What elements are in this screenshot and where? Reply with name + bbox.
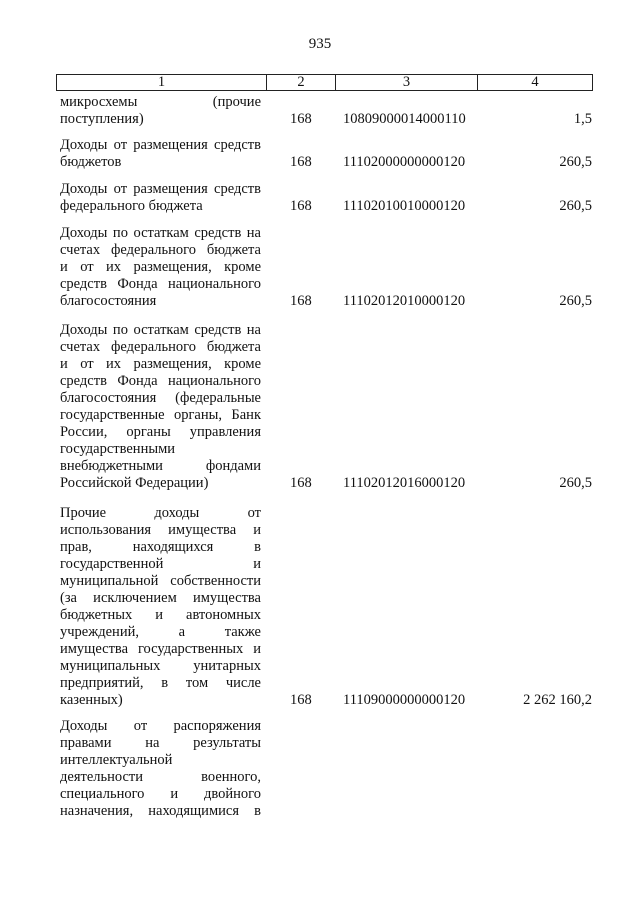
description-line: и от их размещения, кроме bbox=[60, 356, 261, 372]
description-line: интеллектуальной bbox=[60, 752, 173, 768]
description-line: средств Фонда национального bbox=[60, 373, 261, 389]
description-line: Доходы от размещения средств bbox=[60, 137, 261, 153]
description-line: специального и двойного bbox=[60, 786, 261, 802]
table-header bbox=[56, 74, 593, 91]
row-amount: 260,5 bbox=[559, 475, 592, 491]
header-col-4: 4 bbox=[531, 74, 539, 90]
row-description bbox=[60, 94, 261, 128]
header-col-1: 1 bbox=[57, 75, 267, 90]
description-line: учреждений, а также bbox=[60, 624, 261, 640]
row-description bbox=[60, 718, 261, 820]
description-line: счетах федерального бюджета bbox=[60, 242, 261, 258]
description-line: Доходы от распоряжения bbox=[60, 718, 261, 734]
row-code: 168 bbox=[290, 692, 312, 708]
description-line: Прочие доходы от bbox=[60, 505, 261, 521]
row-code: 168 bbox=[290, 475, 312, 491]
header-col-2: 2 bbox=[267, 75, 336, 90]
row-amount: 2 262 160,2 bbox=[523, 692, 592, 708]
row-amount: 260,5 bbox=[559, 154, 592, 170]
row-kbk: 11102010010000120 bbox=[343, 198, 466, 214]
description-line: использования имущества и bbox=[60, 522, 261, 538]
description-line: микросхемы (прочие bbox=[60, 94, 261, 110]
description-line: казенных) bbox=[60, 692, 123, 708]
row-code: 168 bbox=[290, 198, 312, 214]
row-description bbox=[60, 181, 261, 215]
row-code: 168 bbox=[290, 111, 312, 127]
row-kbk: 11102012016000120 bbox=[343, 475, 466, 491]
row-amount: 260,5 bbox=[559, 293, 592, 309]
description-line: благосостояния (федеральные bbox=[60, 390, 261, 406]
row-description bbox=[60, 322, 261, 492]
row-kbk: 11109000000000120 bbox=[343, 692, 466, 708]
row-amount: 260,5 bbox=[559, 198, 592, 214]
row-kbk: 10809000014000110 bbox=[343, 111, 466, 127]
row-description bbox=[60, 137, 261, 171]
description-line: муниципальных унитарных bbox=[60, 658, 261, 674]
description-line: бюджетов bbox=[60, 154, 122, 170]
description-line: внебюджетными фондами bbox=[60, 458, 261, 474]
description-line: средств Фонда национального bbox=[60, 276, 261, 292]
description-line: деятельности военного, bbox=[60, 769, 261, 785]
header-col-3: 3 bbox=[336, 75, 478, 90]
row-kbk: 11102012010000120 bbox=[343, 293, 466, 309]
description-line: благосостояния bbox=[60, 293, 157, 309]
row-code: 168 bbox=[290, 154, 312, 170]
description-line: имущества государственных и bbox=[60, 641, 261, 657]
description-line: России, органы управления bbox=[60, 424, 261, 440]
description-line: Доходы по остаткам средств на bbox=[60, 322, 261, 338]
description-line: федерального бюджета bbox=[60, 198, 203, 214]
description-line: государственными bbox=[60, 441, 176, 457]
description-line: Доходы по остаткам средств на bbox=[60, 225, 261, 241]
description-line: государственной и bbox=[60, 556, 261, 572]
description-line: поступления) bbox=[60, 111, 144, 127]
row-code: 168 bbox=[290, 293, 312, 309]
row-description bbox=[60, 225, 261, 310]
description-line: муниципальной собственности bbox=[60, 573, 261, 589]
page-number: 935 bbox=[308, 36, 332, 52]
description-line: прав, находящихся в bbox=[60, 539, 261, 555]
description-line: (за исключением имущества bbox=[60, 590, 261, 606]
description-line: Российской Федерации) bbox=[60, 475, 209, 491]
row-description bbox=[60, 505, 261, 709]
description-line: правами на результаты bbox=[60, 735, 261, 751]
row-kbk: 11102000000000120 bbox=[343, 154, 466, 170]
description-line: и от их размещения, кроме bbox=[60, 259, 261, 275]
description-line: назначения, находящимися в bbox=[60, 803, 261, 819]
description-line: счетах федерального бюджета bbox=[60, 339, 261, 355]
description-line: бюджетных и автономных bbox=[60, 607, 261, 623]
description-line: государственные органы, Банк bbox=[60, 407, 261, 423]
row-amount: 1,5 bbox=[573, 111, 592, 127]
description-line: предприятий, в том числе bbox=[60, 675, 261, 691]
description-line: Доходы от размещения средств bbox=[60, 181, 261, 197]
